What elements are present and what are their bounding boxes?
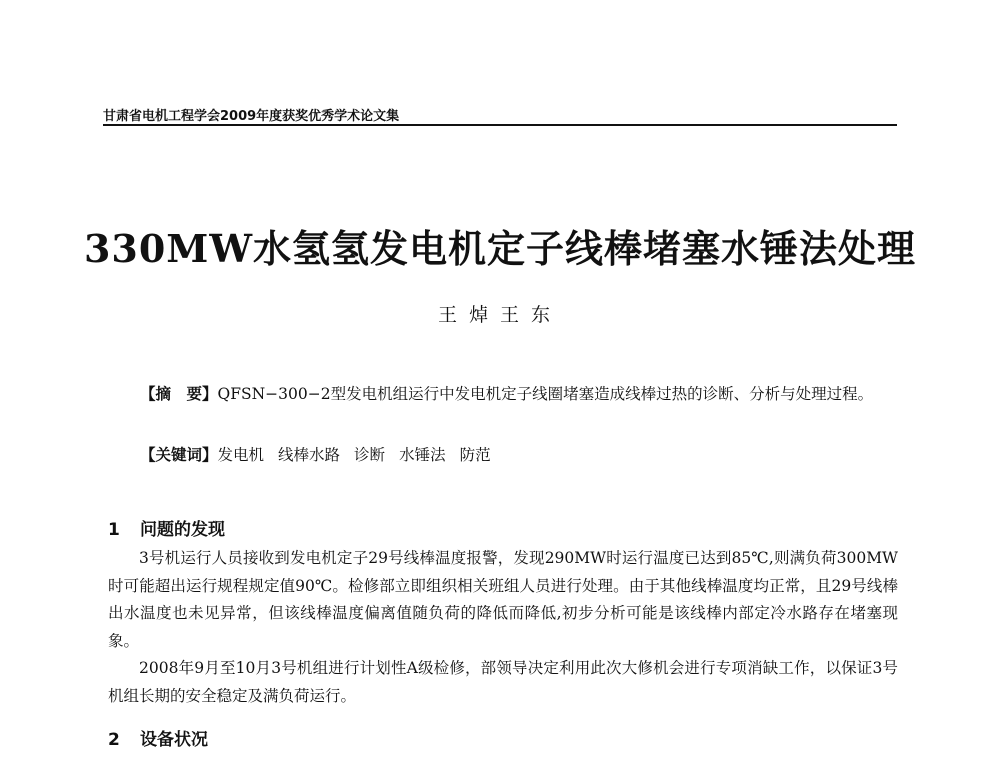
keywords [140,443,505,465]
section-heading-1 [108,515,225,540]
abstract-text: QFSN−300−2型发电机组运行中发电机定子线圈堵塞造成线棒过热的诊断、分析与处理过程。 [217,385,874,403]
keywords-label: 【关键词】 [140,445,218,464]
keyword: 线棒水路 [278,446,341,464]
authors: 王焯王东 [437,304,562,326]
paper-title: 330MW水氢氢发电机定子线棒堵塞水锤法处理 [83,226,917,271]
keyword: 水锤法 [399,446,446,464]
section-title: 问题的发现 [140,520,225,540]
paragraph: 2008年9月至10月3号机组进行计划性A级检修，部领导决定利用此次大修机会进行专项消缺工作，以保证3号机组长期的安全稳定及满负荷运行。 [108,659,898,705]
abstract-paragraph [108,381,898,407]
abstract [108,381,898,407]
header-rule [103,124,897,126]
section-heading-2 [108,725,208,750]
section-number: 2 [108,730,120,750]
paragraph: 3号机运行人员接收到发电机定子29号线棒温度报警，发现290MW时运行温度已达到85℃,则满负荷300MW时可能超出运行规程规定值90℃。检修部立即组织相关班组人员进行处理。由于其他线棒温度均正常，且29号线棒出水温度也未见异常，但该线棒温度偏离值随负荷的降低而降低,初步分析可能是该线棒内部定冷水路存在堵塞现象。 [108,549,898,650]
running-header: 甘肃省电机工程学会2009年度获奖优秀学术论文集 [103,109,400,124]
abstract-label: 【摘 要】 [140,384,218,403]
keyword: 诊断 [354,446,386,464]
section-title: 设备状况 [140,730,208,750]
section-1-body [108,545,898,710]
keyword: 发电机 [217,446,265,464]
section-number: 1 [108,520,120,540]
keyword: 防范 [459,446,491,464]
